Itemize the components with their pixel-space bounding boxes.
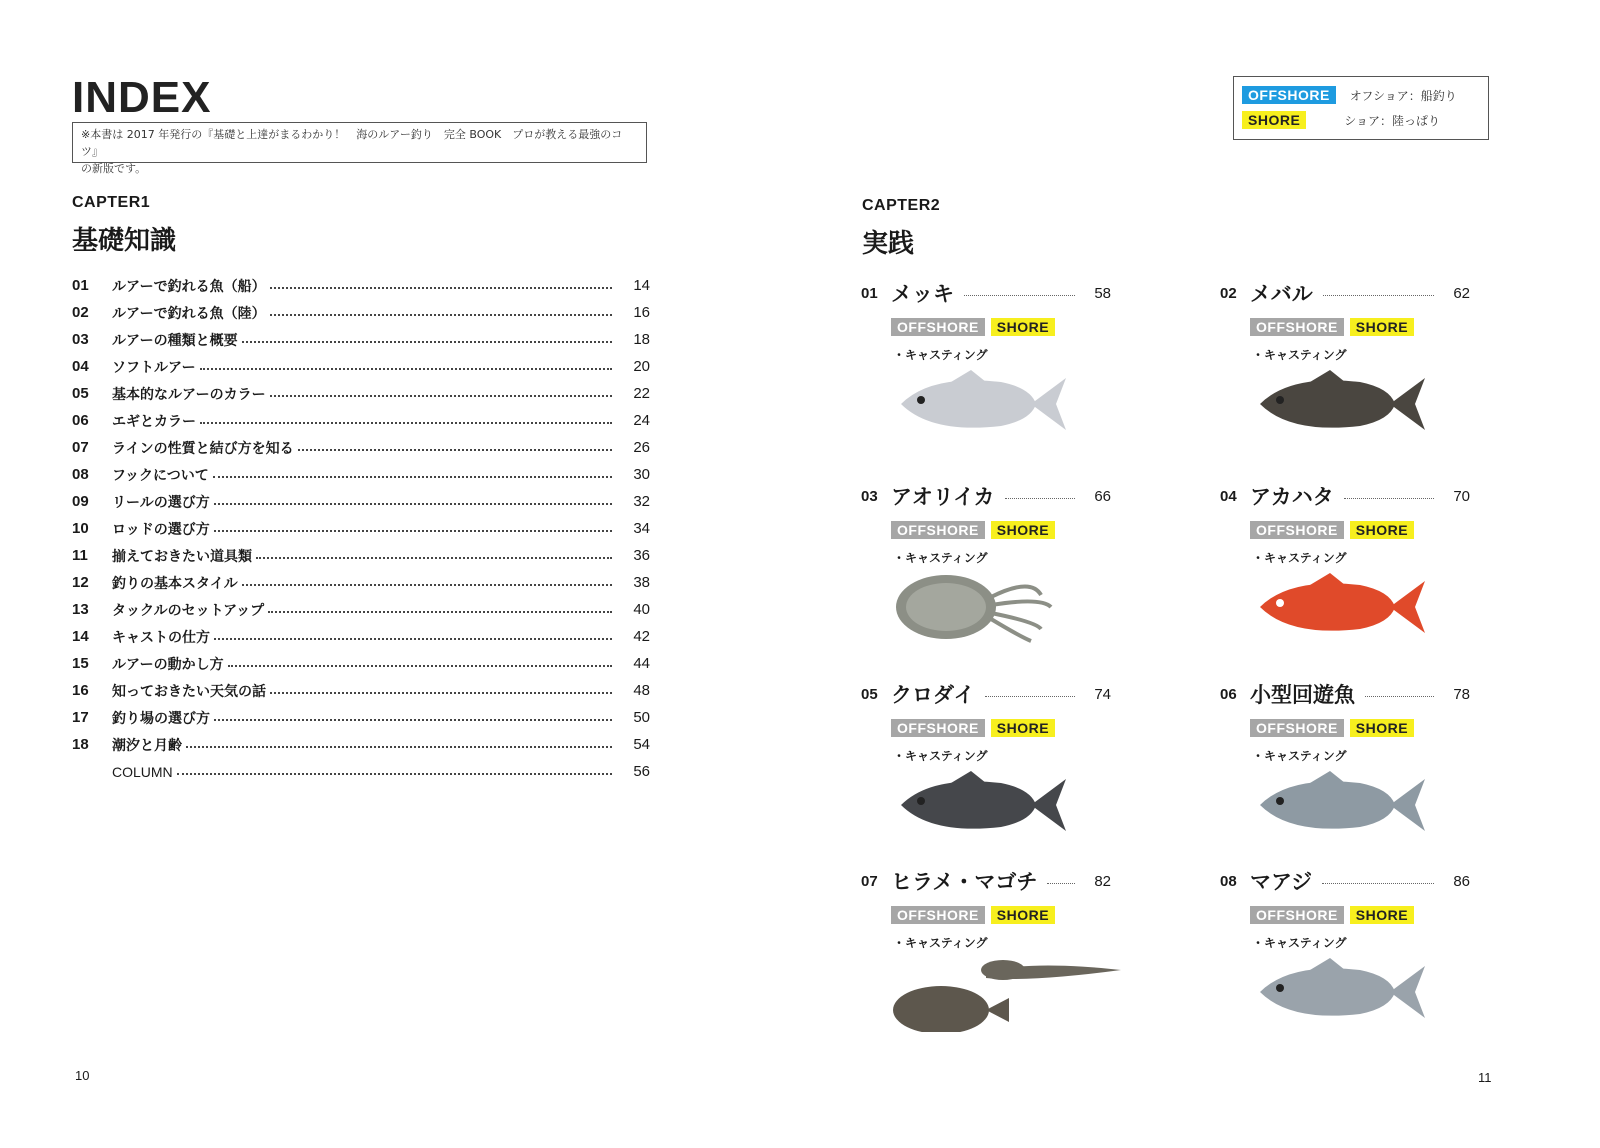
toc-item-number: 03 xyxy=(72,331,89,348)
toc-leader-dots xyxy=(214,530,612,532)
toc-item xyxy=(72,461,650,488)
fish-entry-technique: ・キャスティング xyxy=(1252,348,1347,362)
fish-entry-name: 小型回遊魚 xyxy=(1250,683,1355,707)
fish-entry-technique: ・キャスティング xyxy=(1252,551,1347,565)
fish-entry-page: 62 xyxy=(1453,284,1470,302)
shore-tag: SHORE xyxy=(991,521,1055,539)
fish-entry xyxy=(861,866,1161,1056)
squid-icon xyxy=(891,567,1071,651)
toc-item-label: ラインの性質と結び方を知る xyxy=(112,440,294,457)
shore-tag: SHORE xyxy=(991,318,1055,336)
fish-entry-technique: ・キャスティング xyxy=(893,936,988,950)
toc-item-number: 12 xyxy=(72,574,89,591)
toc-item-number: 05 xyxy=(72,385,89,402)
fish-entry-name: アオリイカ xyxy=(891,485,995,509)
toc-item-number: 09 xyxy=(72,493,89,510)
trevally-fish-icon xyxy=(891,364,1071,448)
toc-leader-dots xyxy=(186,746,612,748)
fish-entry-header xyxy=(861,278,1111,308)
toc-item xyxy=(72,731,650,758)
fish-entry-number: 03 xyxy=(861,487,878,505)
fish-entry-technique: ・キャスティング xyxy=(1252,936,1347,950)
offshore-tag: OFFSHORE xyxy=(1250,719,1344,737)
chapter1-title: 基礎知識 xyxy=(72,226,177,256)
toc-item-label: 潮汐と月齢 xyxy=(112,737,182,754)
note-box xyxy=(72,122,647,175)
offshore-tag: OFFSHORE xyxy=(891,318,985,336)
toc-item-page: 24 xyxy=(633,412,650,429)
legend-offshore-tag: OFFSHORE xyxy=(1242,86,1336,104)
fish-entry-number: 02 xyxy=(1220,284,1237,302)
fish-entry-name: ヒラメ・マゴチ xyxy=(891,870,1038,894)
fish-entry-number: 08 xyxy=(1220,872,1237,890)
toc-item-page: 26 xyxy=(633,439,650,456)
toc-leader-dots xyxy=(270,314,612,316)
toc-item xyxy=(72,326,650,353)
toc-item-label: エギとカラー xyxy=(112,413,196,430)
fish-entry-page: 66 xyxy=(1094,487,1111,505)
toc-leader-dots xyxy=(242,584,612,586)
fish-entry-number: 01 xyxy=(861,284,878,302)
fish-entry-header xyxy=(1220,481,1470,511)
toc-item-number: 17 xyxy=(72,709,89,726)
red-grouper-icon xyxy=(1250,567,1430,651)
shore-tag: SHORE xyxy=(1350,521,1414,539)
fish-leader-dots xyxy=(1005,498,1075,499)
toc-item-page: 36 xyxy=(633,547,650,564)
fish-entry-header xyxy=(1220,278,1470,308)
toc-item-page: 34 xyxy=(633,520,650,537)
toc-item-label: 知っておきたい天気の話 xyxy=(112,683,266,700)
toc-item-page: 54 xyxy=(633,736,650,753)
toc-item-label: ルアーの種類と概要 xyxy=(112,332,238,349)
fish-entry xyxy=(1220,481,1520,671)
legend-offshore xyxy=(1242,86,1457,104)
fish-entry xyxy=(861,278,1161,468)
toc-item xyxy=(72,677,650,704)
toc-item-number: 02 xyxy=(72,304,89,321)
fish-entry-name: クロダイ xyxy=(891,683,975,707)
fish-entry-tags xyxy=(1250,719,1414,737)
offshore-tag: OFFSHORE xyxy=(891,906,985,924)
fish-entry xyxy=(861,679,1161,869)
fish-entry-technique: ・キャスティング xyxy=(1252,749,1347,763)
fish-entry-page: 78 xyxy=(1453,685,1470,703)
toc-item-label: ルアーの動かし方 xyxy=(112,656,224,673)
toc-item-page: 18 xyxy=(633,331,650,348)
fish-leader-dots xyxy=(1047,883,1075,884)
toc-item-page: 50 xyxy=(633,709,650,726)
legend-offshore-desc: オフショア：船釣り xyxy=(1349,88,1457,103)
toc-item-label: 釣りの基本スタイル xyxy=(112,575,238,592)
fish-entry-technique: ・キャスティング xyxy=(893,749,988,763)
toc-leader-dots xyxy=(242,341,612,343)
toc-item-label: ルアーで釣れる魚（船） xyxy=(112,278,266,295)
chapter2-label: CAPTER2 xyxy=(862,197,941,214)
toc-item-number: 01 xyxy=(72,277,89,294)
toc-item-number: 07 xyxy=(72,439,89,456)
toc-item-page: 48 xyxy=(633,682,650,699)
legend-shore xyxy=(1242,111,1440,129)
fish-entry-number: 07 xyxy=(861,872,878,890)
fish-entry-number: 06 xyxy=(1220,685,1237,703)
toc-item xyxy=(72,407,650,434)
toc-leader-dots xyxy=(177,773,612,775)
toc-leader-dots xyxy=(270,692,612,694)
chapter2-title: 実践 xyxy=(862,229,915,259)
toc-item-number: 10 xyxy=(72,520,89,537)
tag-legend xyxy=(1233,76,1489,140)
fish-leader-dots xyxy=(1344,498,1434,499)
toc-item-label: リールの選び方 xyxy=(112,494,210,511)
toc-item xyxy=(72,623,650,650)
fish-entry-tags xyxy=(891,906,1055,924)
offshore-tag: OFFSHORE xyxy=(1250,906,1344,924)
fish-entry-tags xyxy=(891,521,1055,539)
horse-mackerel-icon xyxy=(1250,952,1430,1036)
page-number-left: 10 xyxy=(75,1068,90,1083)
table-of-contents xyxy=(72,272,650,785)
toc-item-number: 16 xyxy=(72,682,89,699)
toc-item xyxy=(72,299,650,326)
toc-leader-dots xyxy=(200,422,612,424)
fish-leader-dots xyxy=(1322,883,1434,884)
toc-item-number: 06 xyxy=(72,412,89,429)
fish-entry xyxy=(1220,866,1520,1056)
fish-entry-header xyxy=(861,679,1111,709)
toc-item-number: 04 xyxy=(72,358,89,375)
fish-entry xyxy=(1220,278,1520,468)
toc-item-number: 15 xyxy=(72,655,89,672)
fish-entry-name: マアジ xyxy=(1250,870,1313,894)
toc-item xyxy=(72,650,650,677)
fish-entry xyxy=(1220,679,1520,869)
flounder-flathead-icon xyxy=(891,952,1131,1036)
fish-entry-header xyxy=(861,866,1111,896)
toc-leader-dots xyxy=(213,476,612,478)
toc-item-label: キャストの仕方 xyxy=(112,629,210,646)
toc-item-label: フックについて xyxy=(112,467,209,484)
fish-entry-tags xyxy=(1250,906,1414,924)
toc-item-page: 20 xyxy=(633,358,650,375)
fish-leader-dots xyxy=(985,696,1075,697)
toc-leader-dots xyxy=(228,665,612,667)
toc-leader-dots xyxy=(214,638,612,640)
toc-item-label: 揃えておきたい道具類 xyxy=(112,548,252,565)
toc-item-page: 14 xyxy=(633,277,650,294)
toc-leader-dots xyxy=(270,395,612,397)
fish-entry-page: 86 xyxy=(1453,872,1470,890)
toc-item-page: 38 xyxy=(633,574,650,591)
mackerel-icon xyxy=(1250,765,1430,849)
toc-item-number: 18 xyxy=(72,736,89,753)
toc-item xyxy=(72,596,650,623)
fish-leader-dots xyxy=(1365,696,1434,697)
fish-entry-tags xyxy=(1250,318,1414,336)
black-seabream-icon xyxy=(891,765,1071,849)
fish-entry-name: アカハタ xyxy=(1250,485,1334,509)
fish-entry-technique: ・キャスティング xyxy=(893,551,988,565)
toc-item-label: ルアーで釣れる魚（陸） xyxy=(112,305,266,322)
toc-leader-dots xyxy=(270,287,612,289)
toc-item-label: COLUMN xyxy=(112,763,173,780)
toc-item xyxy=(72,704,650,731)
offshore-tag: OFFSHORE xyxy=(1250,318,1344,336)
toc-item-page: 32 xyxy=(633,493,650,510)
fish-entry-tags xyxy=(1250,521,1414,539)
toc-item xyxy=(72,272,650,299)
fish-leader-dots xyxy=(1323,295,1434,296)
fish-entry-technique: ・キャスティング xyxy=(893,348,988,362)
offshore-tag: OFFSHORE xyxy=(1250,521,1344,539)
fish-leader-dots xyxy=(964,295,1075,296)
fish-entry-header xyxy=(1220,866,1470,896)
toc-item xyxy=(72,515,650,542)
rockfish-icon xyxy=(1250,364,1430,448)
toc-item-page: 56 xyxy=(633,763,650,780)
fish-entry xyxy=(861,481,1161,671)
fish-entry-name: メッキ xyxy=(891,282,954,306)
offshore-tag: OFFSHORE xyxy=(891,719,985,737)
fish-entry-page: 74 xyxy=(1094,685,1111,703)
toc-item-number: 14 xyxy=(72,628,89,645)
fish-entry-number: 04 xyxy=(1220,487,1237,505)
toc-item-label: ソフトルアー xyxy=(112,359,196,376)
toc-item xyxy=(72,542,650,569)
toc-item-label: 基本的なルアーのカラー xyxy=(112,386,266,403)
shore-tag: SHORE xyxy=(1350,719,1414,737)
fish-entry-page: 82 xyxy=(1094,872,1111,890)
toc-item-page: 40 xyxy=(633,601,650,618)
toc-leader-dots xyxy=(214,503,612,505)
shore-tag: SHORE xyxy=(991,719,1055,737)
toc-leader-dots xyxy=(298,449,612,451)
shore-tag: SHORE xyxy=(1350,318,1414,336)
toc-item xyxy=(72,758,650,785)
legend-shore-desc: ショア：陸っぱり xyxy=(1344,113,1441,128)
toc-item-page: 16 xyxy=(633,304,650,321)
fish-entry-page: 58 xyxy=(1094,284,1111,302)
toc-item xyxy=(72,353,650,380)
toc-leader-dots xyxy=(268,611,612,613)
shore-tag: SHORE xyxy=(1350,906,1414,924)
note-line-1: ※本書は 2017 年発行の『基礎と上達がまるわかり！ 海のルアー釣り 完全 BOOK プロが教える最強のコツ』 xyxy=(81,128,623,158)
fish-entry-page: 70 xyxy=(1453,487,1470,505)
toc-item-number: 13 xyxy=(72,601,89,618)
fish-entry-header xyxy=(861,481,1111,511)
fish-entry-tags xyxy=(891,719,1055,737)
toc-item-number: 08 xyxy=(72,466,89,483)
toc-item-label: タックルのセットアップ xyxy=(112,602,265,619)
page-number-right: 11 xyxy=(1478,1070,1492,1085)
chapter1-label: CAPTER1 xyxy=(72,194,151,211)
toc-item xyxy=(72,569,650,596)
fish-entry-tags xyxy=(891,318,1055,336)
toc-leader-dots xyxy=(200,368,612,370)
note-line-2: の新版です。 xyxy=(81,162,147,175)
toc-item-page: 30 xyxy=(633,466,650,483)
toc-leader-dots xyxy=(214,719,612,721)
shore-tag: SHORE xyxy=(991,906,1055,924)
toc-item-label: ロッドの選び方 xyxy=(112,521,210,538)
index-title: INDEX xyxy=(72,73,212,122)
fish-entry-header xyxy=(1220,679,1470,709)
fish-entry-number: 05 xyxy=(861,685,878,703)
toc-item xyxy=(72,380,650,407)
toc-item-label: 釣り場の選び方 xyxy=(112,710,210,727)
toc-item xyxy=(72,488,650,515)
toc-item xyxy=(72,434,650,461)
toc-leader-dots xyxy=(256,557,612,559)
fish-entry-name: メバル xyxy=(1250,282,1313,306)
toc-item-page: 22 xyxy=(633,385,650,402)
toc-item-page: 42 xyxy=(633,628,650,645)
offshore-tag: OFFSHORE xyxy=(891,521,985,539)
toc-item-page: 44 xyxy=(633,655,650,672)
legend-shore-tag: SHORE xyxy=(1242,111,1306,129)
toc-item-number: 11 xyxy=(72,547,88,564)
